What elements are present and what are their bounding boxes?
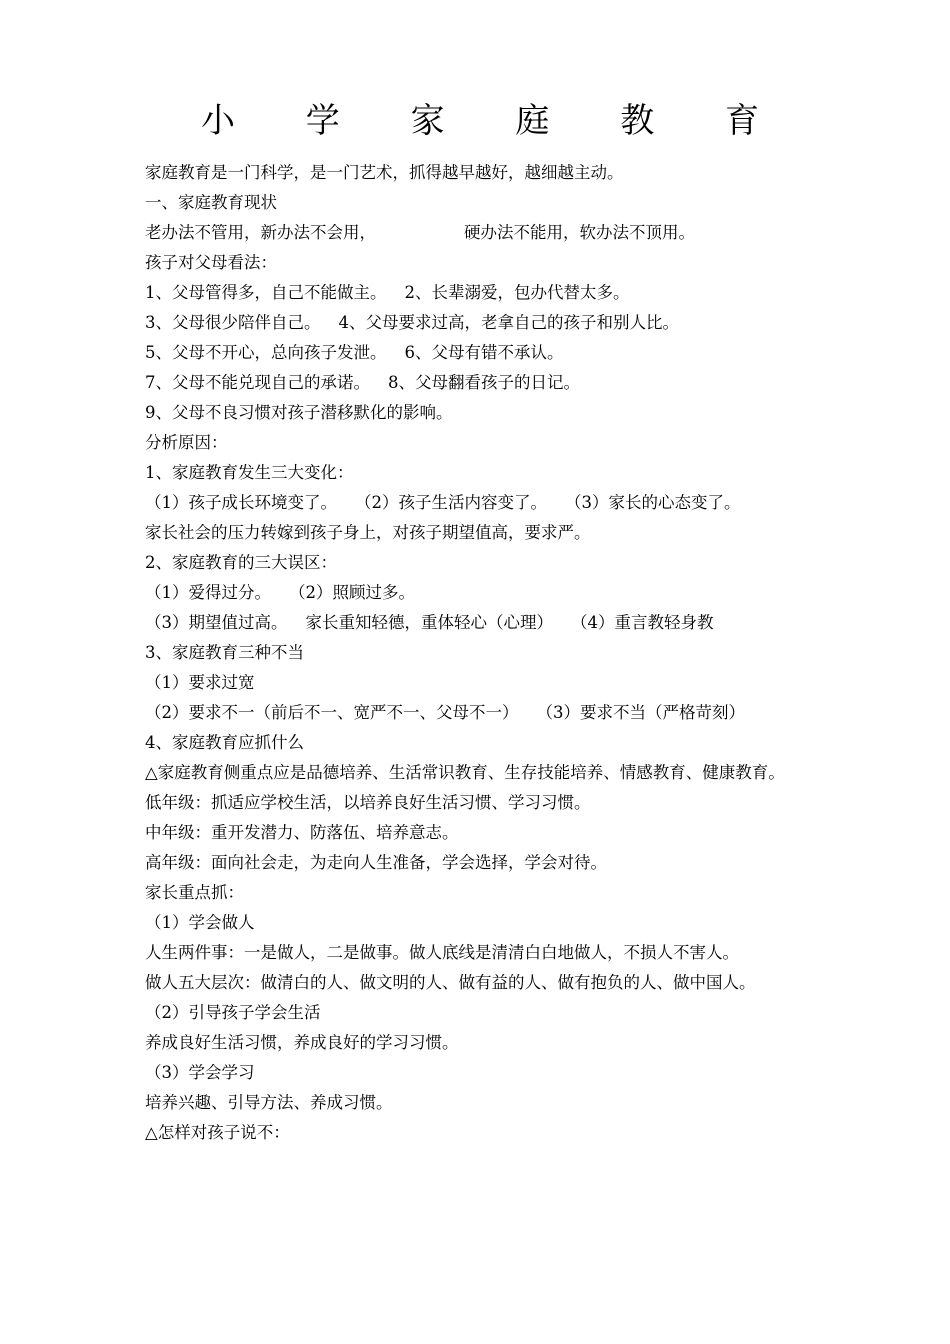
misconception-item-2: （2）照顾过多。 — [289, 583, 415, 602]
view-item-9: 9、父母不良习惯对孩子潜移默化的影响。 — [145, 403, 453, 422]
view-item-8: 8、父母翻看孩子的日记。 — [388, 373, 580, 392]
view-line-2 — [145, 308, 813, 338]
change-item-2: （2）孩子生活内容变了。 — [355, 493, 547, 512]
changes-line — [145, 488, 813, 518]
learn-to-study-heading: （3）学会学习 — [145, 1063, 255, 1082]
focus-paragraph: △家庭教育侧重点应是品德培养、生活常识教育、生存技能培养、情感教育、健康教育。 — [145, 763, 785, 782]
status-text-a: 老办法不管用，新办法不会用， — [145, 223, 376, 242]
view-line-1 — [145, 278, 813, 308]
misconceptions-line-2 — [145, 608, 813, 638]
misconception-item-3: （3）期望值过高。 — [145, 613, 288, 632]
interest-paragraph: 培养兴趣、引导方法、养成习惯。 — [145, 1093, 393, 1112]
learn-to-be-human-heading: （1）学会做人 — [145, 913, 255, 932]
status-text-b: 硬办法不能用，软办法不顶用。 — [464, 223, 695, 242]
view-item-2: 2、长辈溺爱，包办代替太多。 — [404, 283, 630, 302]
view-item-3: 3、父母很少陪伴自己。 — [145, 313, 321, 332]
view-item-5: 5、父母不开心，总向孩子发泄。 — [145, 343, 387, 362]
misconceptions-line-1 — [145, 578, 813, 608]
view-line-4 — [145, 368, 813, 398]
view-item-4: 4、父母要求过高，老拿自己的孩子和别人比。 — [338, 313, 679, 332]
parent-focus-heading: 家长重点抓： — [145, 883, 244, 902]
section-heading-status: 一、家庭教育现状 — [145, 193, 277, 212]
say-no-heading: △怎样对孩子说不： — [145, 1123, 290, 1142]
middle-grade-line: 中年级：重开发潜力、防落伍、培养意志。 — [145, 823, 459, 842]
analysis-heading: 分析原因： — [145, 433, 228, 452]
improper-item-3: （3）要求不当（严格苛刻） — [536, 703, 745, 722]
five-levels-paragraph: 做人五大层次：做清白的人、做文明的人、做有益的人、做有抱负的人、做中国人。 — [145, 973, 756, 992]
three-changes-heading: 1、家庭教育发生三大变化： — [145, 463, 354, 482]
misconception-note: 家长重知轻德，重体轻心（心理） — [305, 613, 553, 632]
learn-to-live-heading: （2）引导孩子学会生活 — [145, 1003, 321, 1022]
view-line-3 — [145, 338, 813, 368]
change-item-1: （1）孩子成长环境变了。 — [145, 493, 337, 512]
view-item-7: 7、父母不能兑现自己的承诺。 — [145, 373, 370, 392]
improper-heading: 3、家庭教育三种不当 — [145, 643, 304, 662]
document-body — [145, 158, 813, 1148]
habits-paragraph: 养成良好生活习惯，养成良好的学习习惯。 — [145, 1033, 459, 1052]
status-line — [145, 218, 813, 248]
intro-paragraph: 家庭教育是一门科学，是一门艺术，抓得越早越好，越细越主动。 — [145, 163, 624, 182]
pressure-paragraph: 家长社会的压力转嫁到孩子身上，对孩子期望值高，要求严。 — [145, 523, 591, 542]
children-view-heading: 孩子对父母看法： — [145, 253, 277, 272]
improper-item-2: （2）要求不一（前后不一、宽严不一、父母不一） — [145, 703, 519, 722]
misconceptions-heading: 2、家庭教育的三大误区： — [145, 553, 337, 572]
focus-heading: 4、家庭教育应抓什么 — [145, 733, 304, 752]
view-item-1: 1、父母管得多，自己不能做主。 — [145, 283, 387, 302]
upper-grade-line: 高年级：面向社会走，为走向人生准备，学会选择，学会对待。 — [145, 853, 607, 872]
misconception-item-4: （4）重言教轻身教 — [571, 613, 714, 632]
view-item-6: 6、父母有错不承认。 — [404, 343, 564, 362]
lower-grade-line: 低年级：抓适应学校生活，以培养良好生活习惯、学习习惯。 — [145, 793, 591, 812]
improper-item-1: （1）要求过宽 — [145, 673, 255, 692]
two-things-paragraph: 人生两件事：一是做人，二是做事。做人底线是清清白白地做人，不损人不害人。 — [145, 943, 739, 962]
page-title: 小 学 家 庭 教 育 — [200, 101, 790, 141]
change-item-3: （3）家长的心态变了。 — [565, 493, 741, 512]
improper-line-2 — [145, 698, 813, 728]
misconception-item-1: （1）爱得过分。 — [145, 583, 271, 602]
